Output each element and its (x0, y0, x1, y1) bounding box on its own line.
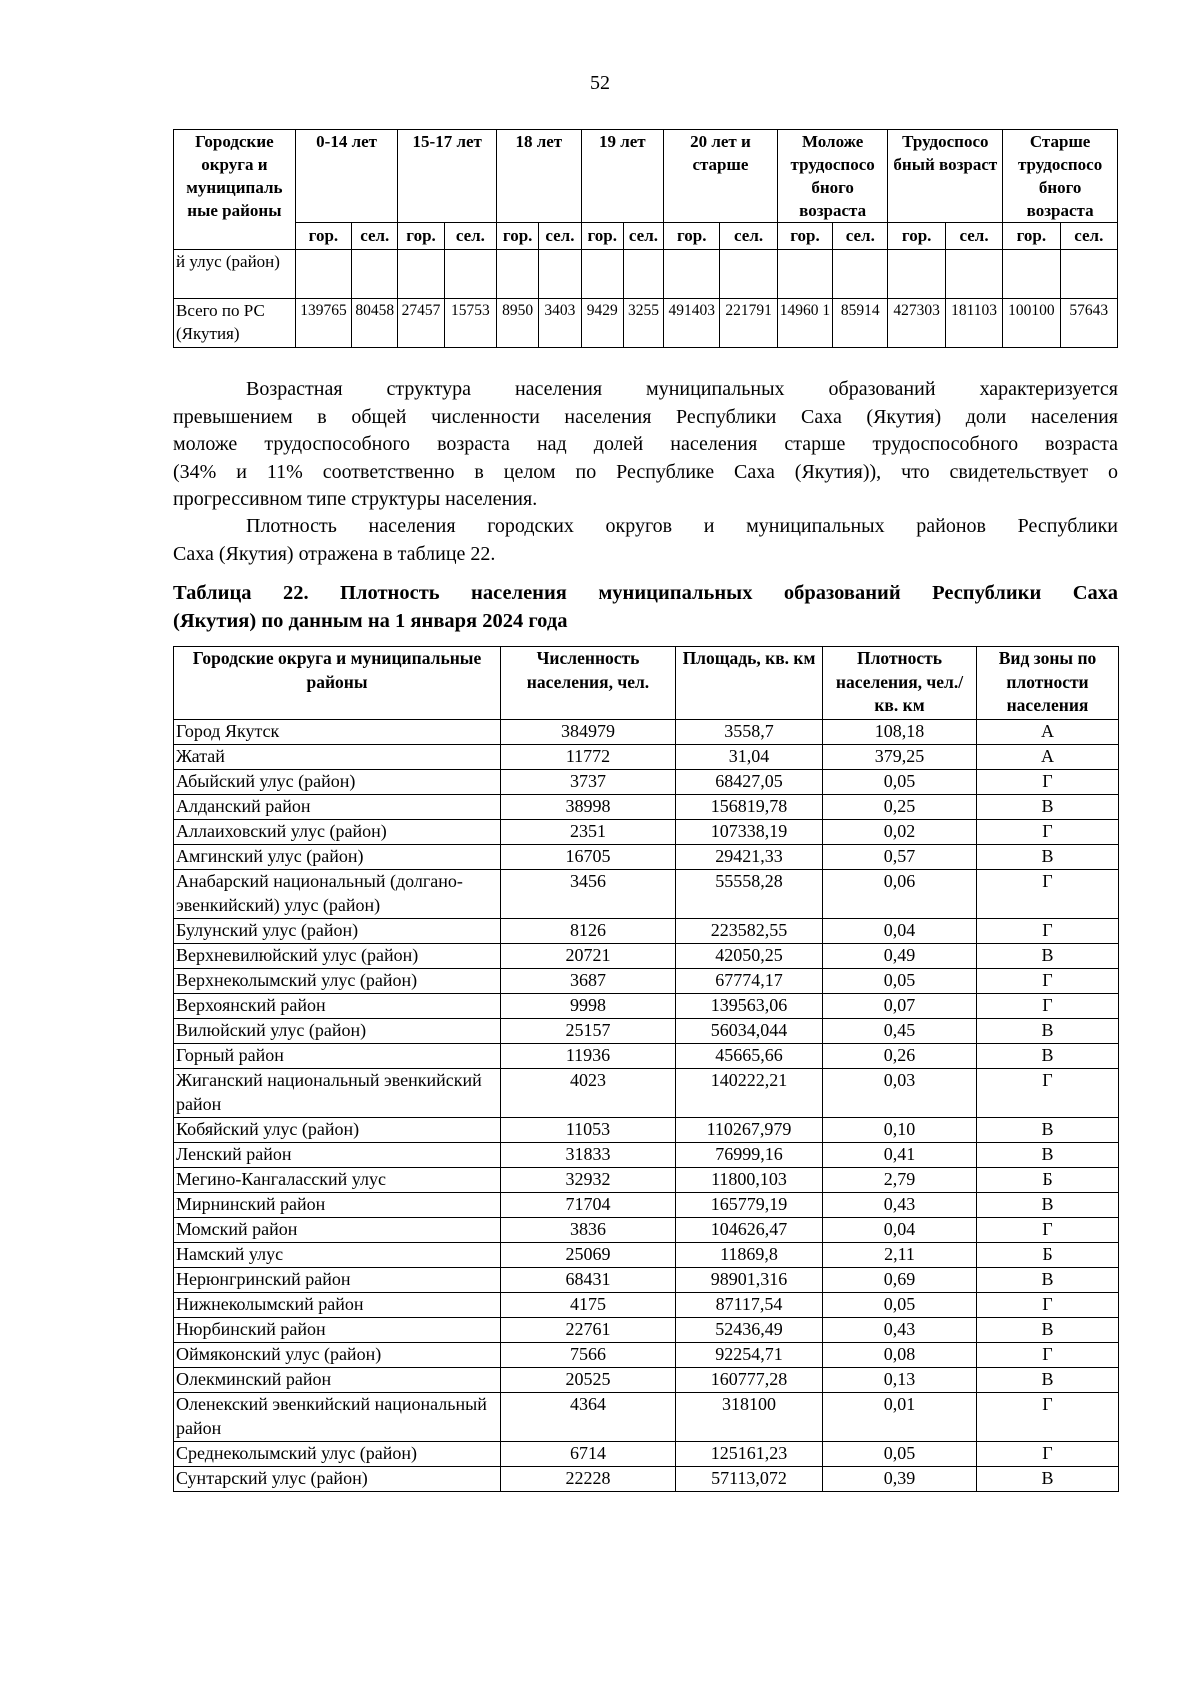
subheader-sel: сел. (720, 223, 777, 250)
table-cell (777, 250, 832, 299)
area-cell: 165779,19 (676, 1193, 823, 1218)
zone-cell: Г (977, 1343, 1119, 1368)
population-cell: 7566 (501, 1343, 676, 1368)
subheader-gor: гор. (1003, 223, 1060, 250)
district-name-cell: Анабарский национальный (долгано-эвенкийский) улус (район) (174, 870, 501, 919)
district-name-cell: Верхоянский район (174, 994, 501, 1019)
table-row (174, 1268, 1119, 1293)
zone-cell: Б (977, 1168, 1119, 1193)
area-cell: 57113,072 (676, 1467, 823, 1492)
header-cell: Вид зоны по плотности населения (977, 647, 1119, 720)
zone-cell: Г (977, 1442, 1119, 1467)
text-line: (34% и 11% соответственно в целом по Республике Саха (Якутия)), что свидетельствует о (173, 460, 1118, 483)
zone-cell: Г (977, 820, 1119, 845)
population-cell: 3836 (501, 1218, 676, 1243)
table-row (174, 1318, 1119, 1343)
density-cell: 0,03 (823, 1069, 977, 1118)
density-cell: 2,79 (823, 1168, 977, 1193)
density-cell: 0,39 (823, 1467, 977, 1492)
density-cell: 0,57 (823, 845, 977, 870)
subheader-gor: гор. (777, 223, 832, 250)
density-cell: 0,45 (823, 1019, 977, 1044)
zone-cell: Г (977, 1293, 1119, 1318)
zone-cell: А (977, 720, 1119, 745)
subheader-gor: гор. (581, 223, 623, 250)
density-cell: 0,05 (823, 1293, 977, 1318)
table-cell: 57643 (1060, 299, 1117, 348)
population-cell: 3456 (501, 870, 676, 919)
area-cell: 3558,7 (676, 720, 823, 745)
header-row (174, 647, 1119, 720)
population-cell: 71704 (501, 1193, 676, 1218)
district-name-cell: Алданский район (174, 795, 501, 820)
header-cell: 15-17 лет (398, 130, 497, 223)
table-row (174, 1218, 1119, 1243)
table-cell (398, 250, 444, 299)
table-cell (664, 250, 720, 299)
subheader-sel: сел. (539, 223, 581, 250)
district-name-cell: Горный район (174, 1044, 501, 1069)
area-cell: 52436,49 (676, 1318, 823, 1343)
density-cell: 0,26 (823, 1044, 977, 1069)
area-cell: 11869,8 (676, 1243, 823, 1268)
zone-cell: В (977, 795, 1119, 820)
area-cell: 87117,54 (676, 1293, 823, 1318)
population-cell: 25157 (501, 1019, 676, 1044)
area-cell: 55558,28 (676, 870, 823, 919)
zone-cell: В (977, 1467, 1119, 1492)
population-cell: 32932 (501, 1168, 676, 1193)
district-name-cell: Кобяйский улус (район) (174, 1118, 501, 1143)
area-cell: 45665,66 (676, 1044, 823, 1069)
subheader-sel: сел. (833, 223, 888, 250)
density-table (173, 646, 1119, 1492)
zone-cell: В (977, 1193, 1119, 1218)
density-cell: 2,11 (823, 1243, 977, 1268)
table-row (174, 820, 1119, 845)
page-number: 52 (590, 72, 610, 94)
density-cell: 0,43 (823, 1318, 977, 1343)
table-row (174, 1393, 1119, 1442)
subheader-sel: сел. (1060, 223, 1117, 250)
zone-cell: В (977, 1268, 1119, 1293)
area-cell: 223582,55 (676, 919, 823, 944)
area-cell: 67774,17 (676, 969, 823, 994)
zone-cell: В (977, 845, 1119, 870)
table-cell: 27457 (398, 299, 444, 348)
population-cell: 6714 (501, 1442, 676, 1467)
population-cell: 2351 (501, 820, 676, 845)
table-cell (945, 250, 1002, 299)
population-cell: 68431 (501, 1268, 676, 1293)
district-name-cell: Нижнеколымский район (174, 1293, 501, 1318)
header-cell: 0-14 лет (295, 130, 398, 223)
table-row (174, 1168, 1119, 1193)
zone-cell: В (977, 1118, 1119, 1143)
zone-cell: Б (977, 1243, 1119, 1268)
table-cell: 9429 (581, 299, 623, 348)
density-cell: 0,05 (823, 770, 977, 795)
area-cell: 139563,06 (676, 994, 823, 1019)
header-cell: 18 лет (497, 130, 582, 223)
zone-cell: Г (977, 770, 1119, 795)
table-cell: 8950 (497, 299, 539, 348)
zone-cell: В (977, 1019, 1119, 1044)
density-cell: 0,69 (823, 1268, 977, 1293)
table-cell (888, 250, 945, 299)
table-cell: 221791 (720, 299, 777, 348)
zone-cell: Г (977, 994, 1119, 1019)
table-cell (497, 250, 539, 299)
subheader-sel: сел. (623, 223, 663, 250)
density-cell: 0,13 (823, 1368, 977, 1393)
district-name-cell: Город Якутск (174, 720, 501, 745)
density-cell: 0,04 (823, 919, 977, 944)
district-name-cell: Вилюйский улус (район) (174, 1019, 501, 1044)
table-cell: 14960 1 (777, 299, 832, 348)
area-cell: 318100 (676, 1393, 823, 1442)
table22-caption (173, 579, 1118, 635)
subheader-gor: гор. (664, 223, 720, 250)
district-name-cell: Жиганский национальный эвенкийский район (174, 1069, 501, 1118)
table-cell (623, 250, 663, 299)
table-row (174, 1467, 1119, 1492)
header-cell: Старше трудоспосо бного возраста (1003, 130, 1118, 223)
district-name-cell: Аллаиховский улус (район) (174, 820, 501, 845)
table-cell: 3403 (539, 299, 581, 348)
text-line: Таблица 22. Плотность населения муниципальных образований Республики Саха (173, 582, 1118, 604)
district-name-cell: Мирнинский район (174, 1193, 501, 1218)
table-row (174, 1243, 1119, 1268)
population-cell: 3687 (501, 969, 676, 994)
density-cell: 0,43 (823, 1193, 977, 1218)
text-line: моложе трудоспособного возраста над долей населения старше трудоспособного возраста (173, 433, 1118, 455)
district-name-cell: Жатай (174, 745, 501, 770)
header-cell: Городские округа и муниципаль ные районы (174, 130, 296, 250)
population-cell: 11936 (501, 1044, 676, 1069)
subheader-gor: гор. (888, 223, 945, 250)
text-line: (Якутия) по данным на 1 января 2024 года (173, 610, 568, 632)
table-cell (295, 250, 351, 299)
table-row (174, 944, 1119, 969)
table-row (174, 1293, 1119, 1318)
population-cell: 20525 (501, 1368, 676, 1393)
area-cell: 29421,33 (676, 845, 823, 870)
area-cell: 56034,044 (676, 1019, 823, 1044)
area-cell: 140222,21 (676, 1069, 823, 1118)
table-cell (352, 250, 398, 299)
age-structure-table (173, 129, 1118, 348)
table-row (174, 870, 1119, 919)
district-name-cell: Абыйский улус (район) (174, 770, 501, 795)
table-row (174, 1193, 1119, 1218)
table-row (174, 994, 1119, 1019)
text-line: Плотность населения городских округов и муниципальных районов Республики (246, 515, 1118, 537)
population-cell: 9998 (501, 994, 676, 1019)
header-cell: Плотность населения, чел./кв. км (823, 647, 977, 720)
table-row (174, 1442, 1119, 1467)
population-cell: 16705 (501, 845, 676, 870)
subheader-row (174, 223, 1118, 250)
table-cell: 3255 (623, 299, 663, 348)
density-cell: 0,10 (823, 1118, 977, 1143)
density-cell: 0,02 (823, 820, 977, 845)
header-cell: Моложе трудоспосо бного возраста (777, 130, 888, 223)
area-cell: 107338,19 (676, 820, 823, 845)
table-row (174, 969, 1119, 994)
zone-cell: В (977, 1143, 1119, 1168)
district-name-cell: Олекминский район (174, 1368, 501, 1393)
header-cell: Городские округа и муниципальные районы (174, 647, 501, 720)
subheader-sel: сел. (945, 223, 1002, 250)
table-row (174, 1118, 1119, 1143)
area-cell: 68427,05 (676, 770, 823, 795)
table-cell: 100100 (1003, 299, 1060, 348)
table-row (174, 720, 1119, 745)
area-cell: 42050,25 (676, 944, 823, 969)
district-name-cell: Нюрбинский район (174, 1318, 501, 1343)
district-name-cell: Оленекский эвенкийский национальный район (174, 1393, 501, 1442)
area-cell: 156819,78 (676, 795, 823, 820)
population-cell: 20721 (501, 944, 676, 969)
zone-cell: Г (977, 870, 1119, 919)
population-cell: 22761 (501, 1318, 676, 1343)
subheader-sel: сел. (444, 223, 496, 250)
density-cell: 0,01 (823, 1393, 977, 1442)
paragraph-age-structure (173, 376, 1118, 514)
area-cell: 92254,71 (676, 1343, 823, 1368)
table-cell: 491403 (664, 299, 720, 348)
district-name-cell: Намский улус (174, 1243, 501, 1268)
text-line: прогрессивном типе структуры населения. (173, 488, 538, 510)
area-cell: 76999,16 (676, 1143, 823, 1168)
table-cell (833, 250, 888, 299)
density-cell: 0,08 (823, 1343, 977, 1368)
header-cell: 19 лет (581, 130, 664, 223)
population-cell: 4364 (501, 1393, 676, 1442)
density-cell: 0,05 (823, 1442, 977, 1467)
text-line: Саха (Якутия) отражена в таблице 22. (173, 542, 496, 565)
table-cell: 139765 (295, 299, 351, 348)
header-row (174, 130, 1118, 223)
table-row (174, 919, 1119, 944)
population-cell: 4175 (501, 1293, 676, 1318)
population-cell: 31833 (501, 1143, 676, 1168)
district-name-cell: Мегино-Кангаласский улус (174, 1168, 501, 1193)
table-row (174, 745, 1119, 770)
table-cell: 80458 (352, 299, 398, 348)
zone-cell: В (977, 944, 1119, 969)
table-row (174, 1044, 1119, 1069)
zone-cell: А (977, 745, 1119, 770)
population-cell: 11772 (501, 745, 676, 770)
header-cell: Трудоспосо бный возраст (888, 130, 1003, 223)
zone-cell: В (977, 1318, 1119, 1343)
table-cell: 427303 (888, 299, 945, 348)
table-cell: 15753 (444, 299, 496, 348)
population-cell: 22228 (501, 1467, 676, 1492)
population-cell: 25069 (501, 1243, 676, 1268)
table-cell (720, 250, 777, 299)
district-name-cell: Булунский улус (район) (174, 919, 501, 944)
population-cell: 3737 (501, 770, 676, 795)
subheader-gor: гор. (497, 223, 539, 250)
density-cell: 0,04 (823, 1218, 977, 1243)
header-cell: Численность населения, чел. (501, 647, 676, 720)
district-name-cell: Сунтарский улус (район) (174, 1467, 501, 1492)
table-row (174, 299, 1118, 348)
text-line: превышением в общей численности населения Республики Саха (Якутия) доли населения (173, 405, 1118, 428)
density-cell: 0,05 (823, 969, 977, 994)
subheader-sel: сел. (352, 223, 398, 250)
table-cell: 181103 (945, 299, 1002, 348)
district-name-cell: Амгинский улус (район) (174, 845, 501, 870)
population-cell: 4023 (501, 1069, 676, 1118)
district-name-cell: Оймяконский улус (район) (174, 1343, 501, 1368)
header-cell: Площадь, кв. км (676, 647, 823, 720)
district-name-cell: Верхнеколымский улус (район) (174, 969, 501, 994)
density-cell: 379,25 (823, 745, 977, 770)
row-label: й улус (район) (174, 250, 296, 299)
table-row (174, 1143, 1119, 1168)
density-cell: 0,25 (823, 795, 977, 820)
row-label: Всего по РС (Якутия) (174, 299, 296, 348)
table-cell (1003, 250, 1060, 299)
area-cell: 31,04 (676, 745, 823, 770)
density-cell: 0,41 (823, 1143, 977, 1168)
area-cell: 98901,316 (676, 1268, 823, 1293)
header-cell: 20 лет и старше (664, 130, 778, 223)
subheader-gor: гор. (398, 223, 444, 250)
table-row (174, 795, 1119, 820)
district-name-cell: Верхневилюйский улус (район) (174, 944, 501, 969)
area-cell: 125161,23 (676, 1442, 823, 1467)
table-row (174, 1368, 1119, 1393)
density-cell: 0,07 (823, 994, 977, 1019)
table-row (174, 250, 1118, 299)
density-cell: 0,49 (823, 944, 977, 969)
population-cell: 38998 (501, 795, 676, 820)
area-cell: 110267,979 (676, 1118, 823, 1143)
subheader-gor: гор. (295, 223, 351, 250)
zone-cell: Г (977, 1218, 1119, 1243)
table-row (174, 770, 1119, 795)
district-name-cell: Нерюнгринский район (174, 1268, 501, 1293)
table-cell (581, 250, 623, 299)
zone-cell: Г (977, 1069, 1119, 1118)
paragraph-density-intro (173, 513, 1118, 568)
population-cell: 8126 (501, 919, 676, 944)
table-row (174, 1019, 1119, 1044)
population-cell: 384979 (501, 720, 676, 745)
zone-cell: В (977, 1044, 1119, 1069)
table-cell (539, 250, 581, 299)
density-cell: 108,18 (823, 720, 977, 745)
text-line: Возрастная структура населения муниципальных образований характеризуется (246, 378, 1118, 400)
zone-cell: Г (977, 1393, 1119, 1442)
density-cell: 0,06 (823, 870, 977, 919)
area-cell: 104626,47 (676, 1218, 823, 1243)
table-row (174, 1343, 1119, 1368)
district-name-cell: Среднеколымский улус (район) (174, 1442, 501, 1467)
zone-cell: В (977, 1368, 1119, 1393)
zone-cell: Г (977, 969, 1119, 994)
table-cell (444, 250, 496, 299)
table-cell (1060, 250, 1117, 299)
table-row (174, 845, 1119, 870)
population-cell: 11053 (501, 1118, 676, 1143)
area-cell: 11800,103 (676, 1168, 823, 1193)
area-cell: 160777,28 (676, 1368, 823, 1393)
district-name-cell: Момский район (174, 1218, 501, 1243)
zone-cell: Г (977, 919, 1119, 944)
table-cell: 85914 (833, 299, 888, 348)
table-row (174, 1069, 1119, 1118)
district-name-cell: Ленский район (174, 1143, 501, 1168)
